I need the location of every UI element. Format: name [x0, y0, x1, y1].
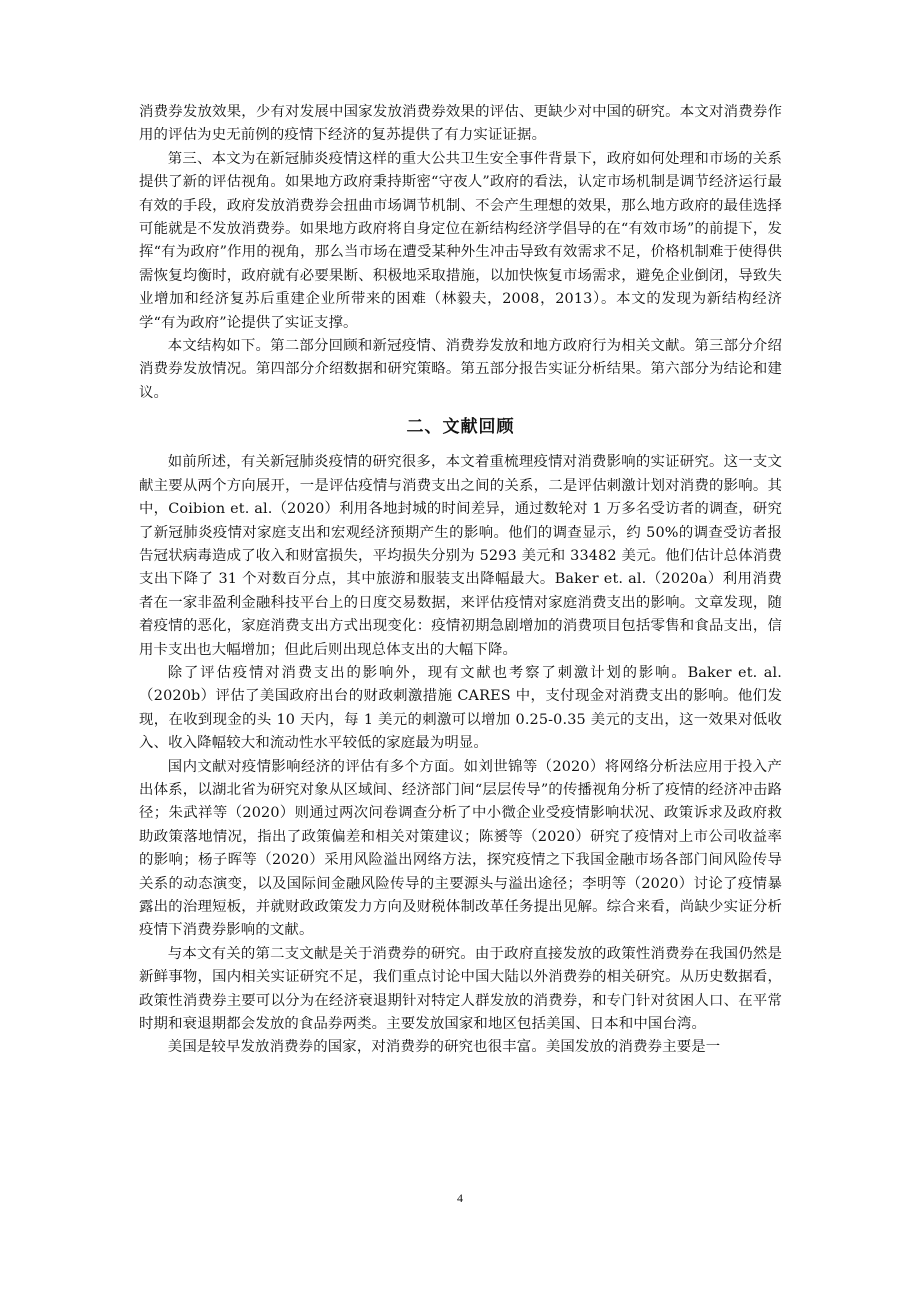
paragraph: 如前所述，有关新冠肺炎疫情的研究很多，本文着重梳理疫情对消费影响的实证研究。这一支文献主要从两个方向展开，一是评估疫情与消费支出之间的关系，二是评估刺激计划对消费的影响。其中，Coibion et. al.（2020）利用各地封城的时间差异，通过数轮对 1 万多名受访者的调查，研究了新冠肺炎疫情对家庭支出和宏观经济预期产生的影响。他们的调查显示，约 50%的调查受访者报告冠状病毒造成了收入和财富损失，平均损失分别为 5293 美元和 33482 美元。他们估计总体消费支出下降了 31 个对数百分点，其中旅游和服装支出降幅最大。Baker et. al.（2020a）利用消费者在一家非盈利金融科技平台上的日度交易数据，来评估疫情对家庭消费支出的影响。文章发现，随着疫情的恶化，家庭消费支出方式出现变化：疫情初期急剧增加的消费项目包括零售和食品支出，信用卡支出也大幅增加；但此后则出现总体支出的大幅下降。 — [139, 454, 782, 658]
paragraph: 国内文献对疫情影响经济的评估有多个方面。如刘世锦等（2020）将网络分析法应用于投入产出体系，以湖北省为研究对象从区域间、经济部门间“层层传导”的传播视角分析了疫情的经济冲击路径；朱武祥等（2020）则通过两次问卷调查分析了中小微企业受疫情影响状况、政策诉求及政府救助政策落地情况，指出了政策偏差和相关对策建议；陈赟等（2020）研究了疫情对上市公司收益率的影响；杨子晖等（2020）采用风险溢出网络方法，探究疫情之下我国金融市场各部门间风险传导关系的动态演变，以及国际间金融风险传导的主要源头与溢出途径；李明等（2020）讨论了疫情暴露出的治理短板，并就财政政策发力方向及财税体制改革任务提出见解。综合来看，尚缺少实证分析疫情下消费券影响的文献。 — [139, 758, 782, 939]
paragraph: 第三、本文为在新冠肺炎疫情这样的重大公共卫生安全事件背景下，政府如何处理和市场的关系提供了新的评估视角。如果地方政府秉持斯密“守夜人”政府的看法，认定市场机制是调节经济运行最有效的手段，政府发放消费券会扭曲市场调节机制、不会产生理想的效果，那么地方政府的最佳选择可能就是不发放消费券。如果地方政府将自身定位在新结构经济学倡导的在“有效市场”的前提下，发挥“有为政府”作用的视角，那么当市场在遭受某种外生冲击导致有效需求不足，价格机制难于使得供需恢复均衡时，政府就有必要果断、积极地采取措施，以加快恢复市场需求，避免企业倒闭，导致失业增加和经济复苏后重建企业所带来的困难（林毅夫，2008，2013）。本文的发现为新结构经济学“有为政府”论提供了实证支撑。 — [139, 150, 782, 331]
page-number: 4 — [457, 1191, 463, 1205]
paragraph: 与本文有关的第二支文献是关于消费券的研究。由于政府直接发放的政策性消费券在我国仍然是新鲜事物，国内相关实证研究不足，我们重点讨论中国大陆以外消费券的相关研究。从历史数据看，政策性消费券主要可以分为在经济衰退期针对特定人群发放的消费券，和专门针对贫困人口、在平常时期和衰退期都会发放的食品券两类。主要发放国家和地区包括美国、日本和中国台湾。 — [139, 945, 782, 1033]
paragraph: 消费券发放效果，少有对发展中国家发放消费券效果的评估、更缺少对中国的研究。本文对消费券作用的评估为史无前例的疫情下经济的复苏提供了有力实证证据。 — [139, 104, 782, 144]
paragraph: 除了评估疫情对消费支出的影响外，现有文献也考察了刺激计划的影响。Baker et. al.（2020b）评估了美国政府出台的财政刺激措施 CARES 中，支付现金对消费支出的影响。他们发现，在收到现金的头 10 天内，每 1 美元的刺激可以增加 0.25-0.35 美元的支出，这一效果对低收入、收入降幅较大和流动性水平较低的家庭最为明显。 — [139, 664, 782, 752]
section-heading: 二、文献回顾 — [406, 417, 515, 438]
paper-page — [139, 101, 782, 1060]
paragraph: 本文结构如下。第二部分回顾和新冠疫情、消费券发放和地方政府行为相关文献。第三部分介绍消费券发放情况。第四部分介绍数据和研究策略。第五部分报告实证分析结果。第六部分为结论和建议。 — [139, 338, 782, 401]
paragraph: 美国是较早发放消费券的国家，对消费券的研究也很丰富。美国发放的消费券主要是一 — [167, 1039, 721, 1056]
